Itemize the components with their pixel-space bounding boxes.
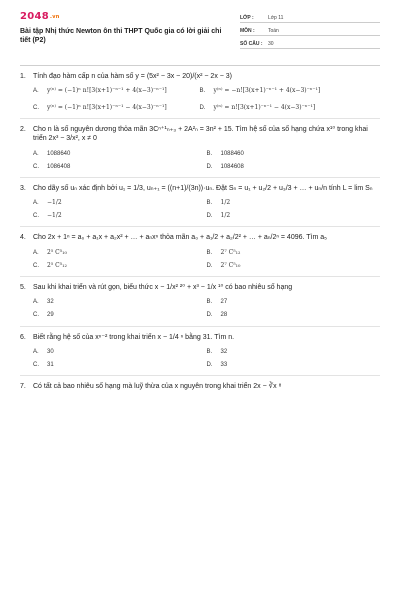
option-d[interactable] [207,311,381,319]
question-2 [20,125,380,171]
option-text: 1088460 [220,150,244,157]
option-label: D. [206,362,213,369]
option-text: 1088640 [47,150,71,157]
question-divider [20,326,380,327]
option-d[interactable] [207,212,381,220]
option-c[interactable] [33,311,207,319]
option-text: 32 [47,299,54,306]
option-label: A. [33,88,39,95]
question-divider [20,177,380,178]
option-a[interactable] [33,348,207,356]
question-number: 4. [20,234,26,242]
question-1 [20,72,380,112]
question-divider [20,226,380,227]
option-d[interactable] [200,104,374,112]
option-label: B. [206,150,213,157]
option-text: 30 [47,349,54,355]
meta-label: SỐ CÂU : [240,41,263,48]
option-text: 1086408 [47,163,71,170]
meta-row-class [240,12,380,23]
option-a[interactable] [33,199,207,207]
option-a[interactable] [33,150,207,158]
option-text: 28 [220,312,228,319]
option-a[interactable] [33,298,207,306]
meta-label: LỚP : [240,15,254,22]
meta-value: Lớp 11 [268,15,284,22]
option-text: −1/2 [47,212,62,220]
option-formula: y⁽ⁿ⁾ = (−1)ⁿ n![3(x+1)⁻ⁿ⁻¹ + 4(x−3)⁻ⁿ⁻¹] [47,87,167,95]
question-number: 7. [20,383,26,391]
option-label: A. [33,200,39,207]
option-label: B. [206,200,213,207]
question-divider [20,276,380,277]
option-text: 33 [220,362,228,369]
question-7 [20,382,380,391]
option-d[interactable] [207,361,381,369]
meta-row-subject [240,25,380,36]
option-c[interactable] [33,361,207,369]
question-number: 2. [20,125,26,133]
option-label: B. [199,88,206,95]
option-a[interactable] [33,87,200,95]
question-text: Tính đạo hàm cấp n của hàm số y = (5x² − 3x − 20)/(x² − 2x − 3) [33,73,233,80]
option-label: D. [206,163,213,170]
option-c[interactable] [33,212,207,220]
question-text: Cho dãy số uₙ xác định bởi u₁ = 1/3, uₙ₊₁ = ((n+1)/(3n))·uₙ. Đặt Sₙ = u₁ + u₂/2 + u₃/3 + … + uₙ/n tính L = lim Sₙ [33,184,373,192]
question-text: Sau khi khai triển và rút gọn, biểu thức x − 1/x² ²⁰ + x³ − 1/x ¹⁰ có bao nhiêu số hạng [33,283,293,291]
question-text: Biết rằng hệ số của xⁿ⁻² trong khai triển x − 1/4 ⁿ bằng 31. Tìm n. [33,333,235,341]
option-text: 1/2 [220,212,231,220]
option-d[interactable] [207,262,381,270]
option-text: 2⁷ C⁵₁₀ [220,261,241,269]
option-text: 1084608 [220,163,244,170]
meta-row-count [240,38,380,49]
option-label: A. [33,249,39,256]
option-label: B. [206,249,213,256]
option-text: 31 [47,362,54,369]
question-divider [20,118,380,119]
brand-logo[interactable] [20,10,225,24]
question-text: Cho n là số nguyên dương thỏa mãn 3Cⁿ⁺¹ₙ₊₃ + 2A²ₙ = 3n² + 15. Tìm hệ số của số hạng chứa x¹⁰ trong khai triển 2x³ − 3/x², x ≠ 0 [33,125,368,143]
option-label: C. [33,312,39,319]
header [20,10,380,51]
option-formula: y⁽ⁿ⁾ = (−1)ⁿ n![3(x+1)⁻ⁿ⁻¹ − 4(x−3)⁻ⁿ⁻¹] [47,103,167,111]
question-text: Cho 2x + 1ⁿ = a₀ + a₁x + a₂x² + … + aₙxⁿ thỏa mãn a₀ + a₁/2 + a₂/2² + … + aₙ/2ⁿ = 4096. Tìm a₅ [33,234,327,242]
option-label: B. [206,299,213,306]
option-b[interactable] [207,199,381,207]
meta-label: MÔN : [240,28,255,35]
option-text: 2⁵ C⁵₁₂ [47,261,67,269]
option-label: A. [33,299,39,306]
header-divider [20,65,380,66]
option-label: C. [33,262,39,269]
option-text: 32 [220,349,228,355]
option-label: C. [33,163,39,170]
question-text: Có tất cả bao nhiêu số hạng mà luỹ thừa của x nguyên trong khai triển 2x − ∛x ⁸ [33,383,282,391]
option-text: 2⁷ C⁵₁₂ [220,248,241,256]
option-a[interactable] [33,249,207,257]
option-label: B. [206,349,213,355]
option-d[interactable] [207,163,381,171]
meta-table [240,12,380,51]
option-text: 29 [47,312,54,319]
question-number: 5. [20,283,26,291]
option-label: D. [199,104,206,111]
option-text: 1/2 [220,199,231,207]
option-label: C. [33,104,39,111]
brand-name: 2048 [20,11,50,22]
brand-suffix: .vn [50,14,60,20]
option-label: D. [206,262,213,269]
meta-value: 30 [268,41,274,48]
meta-value: Toán [268,28,279,35]
option-c[interactable] [33,104,200,112]
option-b[interactable] [207,150,381,158]
option-b[interactable] [200,87,374,95]
option-b[interactable] [207,249,381,257]
option-text: 27 [220,299,228,306]
option-text: 2⁵ C⁵₁₀ [47,248,67,256]
option-label: D. [206,312,213,319]
option-label: A. [33,349,39,355]
question-3 [20,184,380,221]
option-b[interactable] [207,348,381,356]
option-formula: y⁽ⁿ⁾ = −n![3(x+1)⁻ⁿ⁻¹ + 4(x−3)⁻ⁿ⁻¹] [213,87,321,95]
question-5 [20,283,380,320]
question-divider [20,375,380,376]
option-label: D. [206,213,213,220]
option-text: −1/2 [47,199,62,207]
title-block [20,10,225,45]
question-number: 6. [20,333,26,341]
question-number: 1. [20,73,26,80]
option-label: C. [33,362,39,369]
option-formula: y⁽ⁿ⁾ = n![3(x+1)⁻ⁿ⁻¹ − 4(x−3)⁻ⁿ⁻¹] [213,103,316,111]
option-c[interactable] [33,163,207,171]
document-title: Bài tập Nhị thức Newton ôn thi THPT Quốc gia có lời giải chi tiết (P2) [20,27,222,44]
question-6 [20,333,380,370]
question-4 [20,233,380,270]
option-label: A. [33,150,39,157]
question-number: 3. [20,184,26,192]
option-b[interactable] [207,298,381,306]
option-c[interactable] [33,262,207,270]
option-label: C. [33,213,39,220]
